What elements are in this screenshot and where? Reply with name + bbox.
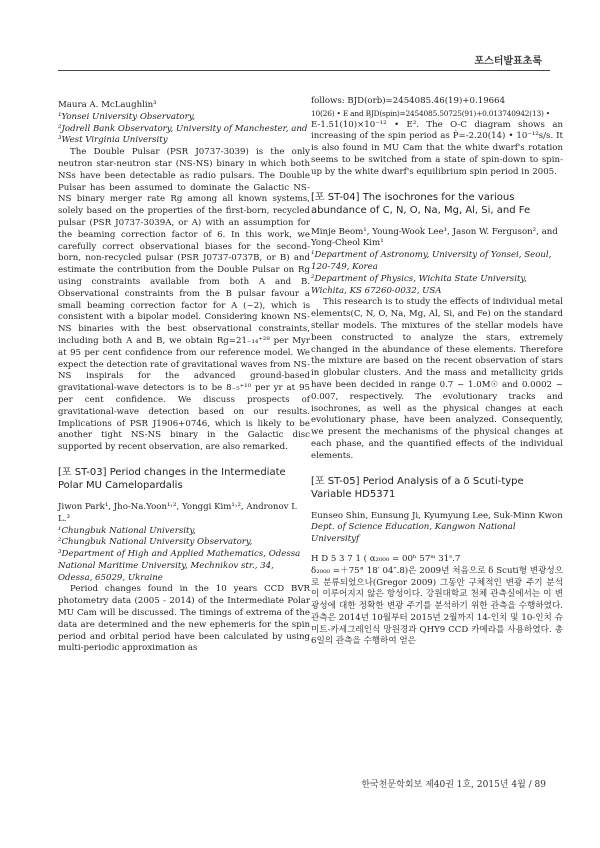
abstract-st05-body: δ₂₀₀₀ =＋75° 18′ 04″.8)은 2009년 처음으로 δ Scuti형 변광성으로 분류되었으나(Gregor 2009) 그동안 구체적인 변광 주기 분석이 이루어지지 않은 항성이다. 강원대학교 천체 관측실에서는 이 변광성에 대한 정확한 변광 주기를 분석하기 위한 관측을 수행하였다. 관측은 2014년 10월부터 2015년 2월까지 14-인치 및 10-인치 슈미트-카세그레인식 망원경과 QHY9 CCD 카메라를 사용하였다. 총 6일의 관측을 수행하여 얻은 — [311, 565, 563, 647]
abstract-st03-body: Period changes found in the 10 years CCD BVR photometry data (2005 - 2014) of the Intermediate Polar MU Cam will be discussed. The timings of extrema of the data are determined and the new ephemeris for the spin period and orbital period have been calculated by using multi-periodic approximation as — [58, 584, 310, 654]
right-column — [311, 96, 563, 648]
affiliation-line: ³Department of High and Applied Mathematics, Odessa National Maritime University, Mechnikov str., 34, Odessa, 65029, Ukraine — [58, 549, 301, 583]
affiliation-line: ¹Chungbuk National University, — [58, 525, 196, 536]
abstract-1-affiliations — [58, 112, 310, 147]
abstract-st04-authors: Minje Beom¹, Young-Wook Lee¹, Jason W. Ferguson², and Yong-Cheol Kim¹ — [311, 226, 558, 249]
abstract-st03-continuation-3: E-1.51(10)×10⁻¹² • E². The O-C diagram shows an increasing of the spin period as Ṗ=-2.20(14) • 10⁻¹²s/s. It is also found in MU Cam that the white dwarf's rotation seems to be switched from a state of spin-down to spin-up by the white dwarf's equilibrium spin period in 2005. — [311, 119, 563, 177]
abstract-st04-affiliations — [311, 250, 563, 297]
abstract-1-body: The Double Pulsar (PSR J0737-3039) is the only neutron star-neutron star (NS-NS) binary in which both NSs have been detectable as radio pulsars. The Double Pulsar has been assumed to dominate the Galactic NS-NS binary merger rate Rg among all known systems, solely based on the properties of the first-born, recycled pulsar (PSR J0737-3039A, or A) with an assumption for the beaming correction factor of 6. In this work, we carefully correct observational biases for the second-born, non-recycled pulsar (PSR J0737-0737B, or B) and estimate the contribution from the Double Pulsar on Rg using constraints available from both A and B. Observational constraints from the B pulsar favour a small beaming correction factor for A (~2), which is consistent with a bipolar model. Considering known NS-NS binaries with the best observational constraints, including both A and B, we obtain Rg=21₋₁₄⁺²⁸ per Myr at 95 per cent confidence from our reference model. We expect the detection rate of gravitational waves from NS-NS inspirals for the advanced ground-based gravitational-wave detectors is to be 8₋₅⁺¹⁰ per yr at 95 per cent confidence. We discuss prospects of gravitational-wave detection based on our results. Implications of PSR J1906+0746, which is likely to be another tight NS-NS binary in the Galactic disc supported by recent observation, are also remarked. — [58, 147, 310, 453]
affiliation-line: ¹Yonsei University Observatory, — [58, 111, 196, 122]
abstract-st03-affiliations — [58, 526, 310, 585]
affiliation-line: ³West Virginia University — [58, 135, 168, 146]
abstract-st04-title: [포 ST-04] The isochrones for the various abundance of C, N, O, Na, Mg, Al, Si, and Fe — [311, 191, 531, 216]
left-column — [58, 96, 310, 655]
abstract-st03-title: [포 ST-03] Period changes in the Intermediate Polar MU Camelopardalis — [58, 466, 286, 491]
affiliation-line: ²Jodrell Bank Observatory, University of Manchester, and — [58, 123, 308, 134]
affiliation-line: ²Department of Physics, Wichita State University, Wichita, KS 67260-0032, USA — [311, 273, 527, 296]
abstract-st03-continuation-2: 10(26) • E and BJD(spin)=2454085.50725(91)+0.013740942(13) • — [311, 108, 550, 118]
header-divider — [58, 70, 550, 71]
abstract-1-authors: Maura A. McLaughlin³ — [58, 100, 157, 110]
abstract-st05-body-line-1: H D 5 3 7 1 ( α₂₀₀₀ = 00ʰ 57ᵐ 31ˢ.7 — [311, 553, 461, 564]
abstract-st05-affiliations — [311, 522, 563, 546]
section-header-label: 포스터발표초록 — [474, 56, 542, 67]
affiliation-line: ¹Department of Astronomy, University of Yonsei, Seoul, 120-749, Korea — [311, 250, 552, 272]
abstract-st03-authors: Jiwon Park¹, Jho-Na.Yoon¹˒², Yonggi Kim¹˒², Andronov I. L.³ — [58, 501, 298, 524]
affiliation-line: ²Chungbuk National University Observatory, — [58, 537, 253, 548]
abstract-st05-title: [포 ST-05] Period Analysis of a δ Scuti-type Variable HD5371 — [311, 475, 524, 500]
abstract-st05-authors: Eunseo Shin, Eunsung Ji, Kyumyung Lee, Suk-Minn Kwon — [311, 510, 563, 521]
abstract-st04-body: This research is to study the effects of individual metal elements(C, N, O, Na, Mg, Al, Si, and Fe) on the standard stellar models. The mixtures of the stellar models have been constructed to analyze the stars, extremely changed in the abundance of these elements. Therefore the mixture are based on the recent observation of stars in globular clusters. And the mass and metallicity grids have been decided in range 0.7 ~ 1.0M☉ and 0.0002 ~ 0.007, respectively. The evolutionary tracks and isochrones, as well as the physical changes at each evolutionary phase, have been analyzed. Consequently, we present the mechanisms of the physical changes at each phase, and the quantified effects of the individual elements. — [311, 297, 563, 461]
page-footer: 한국천문학회보 제40권 1호, 2015년 4월 / 89 — [361, 780, 546, 790]
abstract-st03-continuation-1: follows: BJD(orb)=2454085.46(19)+0.19664 — [311, 96, 506, 106]
affiliation-line: Dept. of Science Education, Kangwon National Universityf — [311, 522, 516, 545]
